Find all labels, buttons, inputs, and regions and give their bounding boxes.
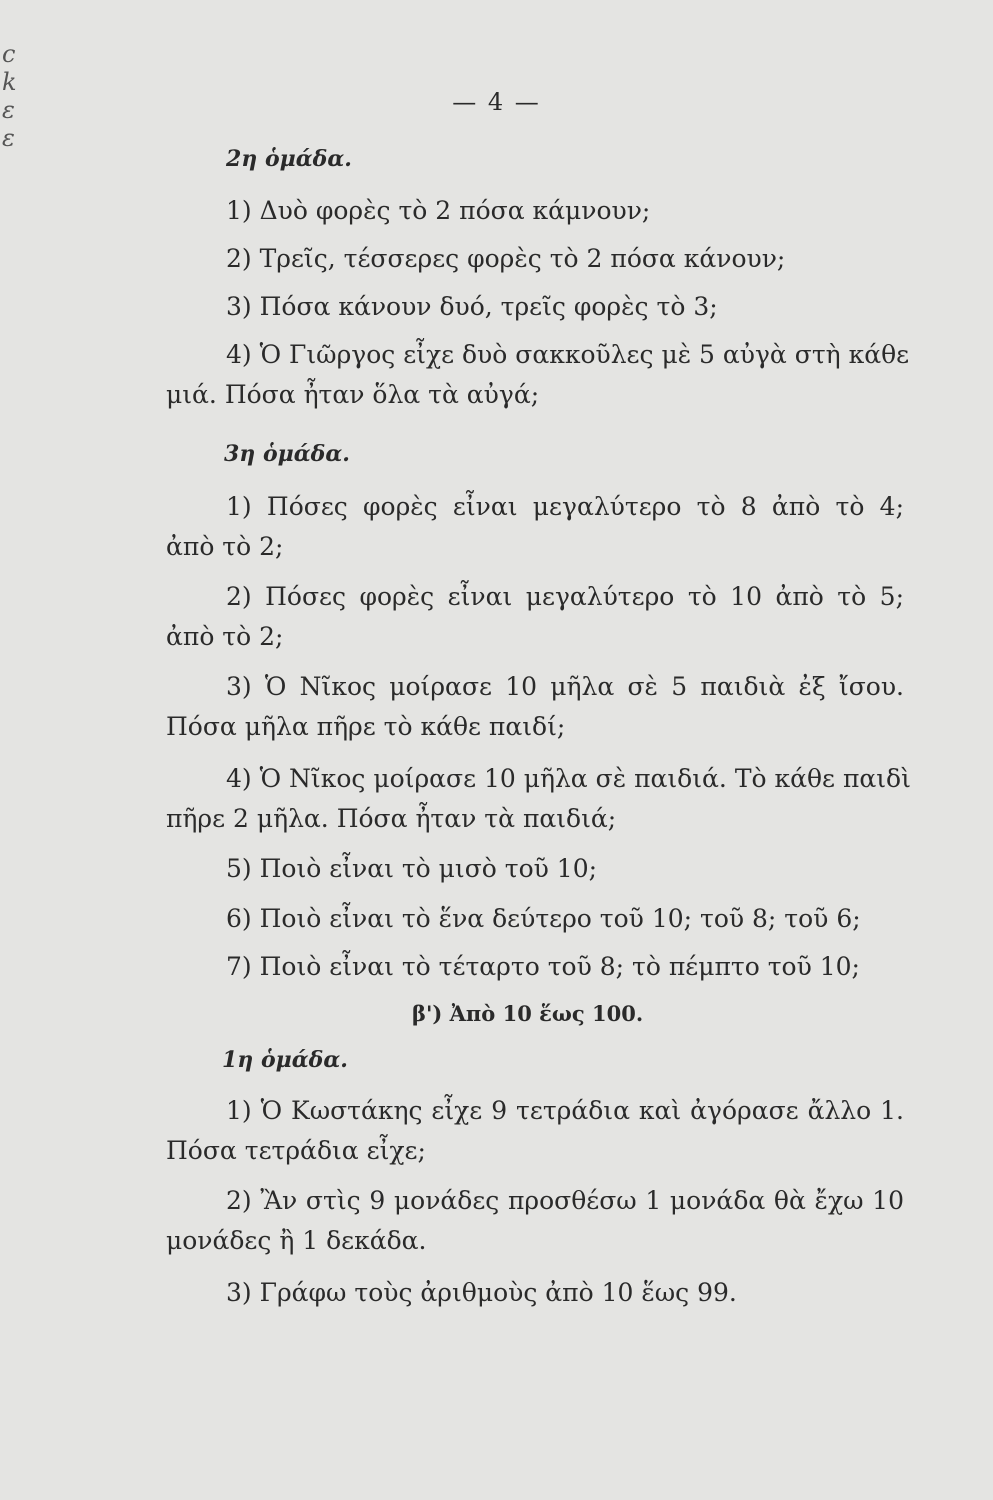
exercise-line: ἀπὸ τὸ 2; — [166, 622, 284, 651]
page-number: — 4 — — [452, 88, 541, 116]
exercise-line: 1) Πόσες φορὲς εἶναι μεγαλύτερο τὸ 8 ἀπὸ τὸ 4; — [226, 492, 904, 521]
exercise-line: 4) Ὁ Γιῶργος εἶχε δυὸ σακκοῦλες μὲ 5 αὐγὰ στὴ κάθε — [226, 340, 910, 369]
exercise-line: 2) Ἂν στὶς 9 μονάδες προσθέσω 1 μονάδα θὰ ἔχω 10 — [226, 1186, 904, 1215]
exercise-line: μονάδες ἢ 1 δεκάδα. — [166, 1226, 427, 1255]
exercise-line: ἀπὸ τὸ 2; — [166, 532, 284, 561]
exercise-line: 1) Δυὸ φορὲς τὸ 2 πόσα κάμνουν; — [226, 196, 651, 225]
group2-heading: 2η ὁμάδα. — [226, 146, 352, 172]
exercise-line: 2) Πόσες φορὲς εἶναι μεγαλύτερο τὸ 10 ἀπὸ τὸ 5; — [226, 582, 904, 611]
exercise-line: 7) Ποιὸ εἶναι τὸ τέταρτο τοῦ 8; τὸ πέμπτο τοῦ 10; — [226, 952, 860, 981]
group1-heading: 1η ὁμάδα. — [222, 1047, 348, 1073]
exercise-line: 1) Ὁ Κωστάκης εἶχε 9 τετράδια καὶ ἀγόρασε ἄλλο 1. — [226, 1096, 904, 1125]
exercise-line: μιά. Πόσα ἦταν ὅλα τὰ αὐγά; — [166, 380, 540, 409]
exercise-line: Πόσα μῆλα πῆρε τὸ κάθε παιδί; — [166, 712, 566, 741]
exercise-line: 3) Γράφω τοὺς ἀριθμοὺς ἀπὸ 10 ἕως 99. — [226, 1278, 737, 1307]
exercise-line: Πόσα τετράδια εἶχε; — [166, 1136, 426, 1165]
exercise-line: 2) Τρεῖς, τέσσερες φορὲς τὸ 2 πόσα κάνουν; — [226, 244, 786, 273]
exercise-line: 6) Ποιὸ εἶναι τὸ ἕνα δεύτερο τοῦ 10; τοῦ 8; τοῦ 6; — [226, 904, 861, 933]
exercise-line: πῆρε 2 μῆλα. Πόσα ἦταν τὰ παιδιά; — [166, 804, 617, 833]
margin-note: ε — [2, 124, 15, 152]
group3-heading: 3η ὁμάδα. — [224, 441, 350, 467]
exercise-line: 3) Ὁ Νῖκος μοίρασε 10 μῆλα σὲ 5 παιδιὰ ἐξ ἴσου. — [226, 672, 904, 701]
margin-note: ε — [2, 96, 15, 124]
exercise-line: 3) Πόσα κάνουν δυό, τρεῖς φορὲς τὸ 3; — [226, 292, 718, 321]
section-title: β') Ἀπὸ 10 ἕως 100. — [412, 1001, 644, 1026]
exercise-line: 5) Ποιὸ εἶναι τὸ μισὸ τοῦ 10; — [226, 854, 598, 883]
exercise-line: 4) Ὁ Νῖκος μοίρασε 10 μῆλα σὲ παιδιά. Τὸ κάθε παιδὶ — [226, 764, 911, 793]
margin-note: c — [2, 40, 16, 68]
margin-note: k — [2, 68, 17, 96]
